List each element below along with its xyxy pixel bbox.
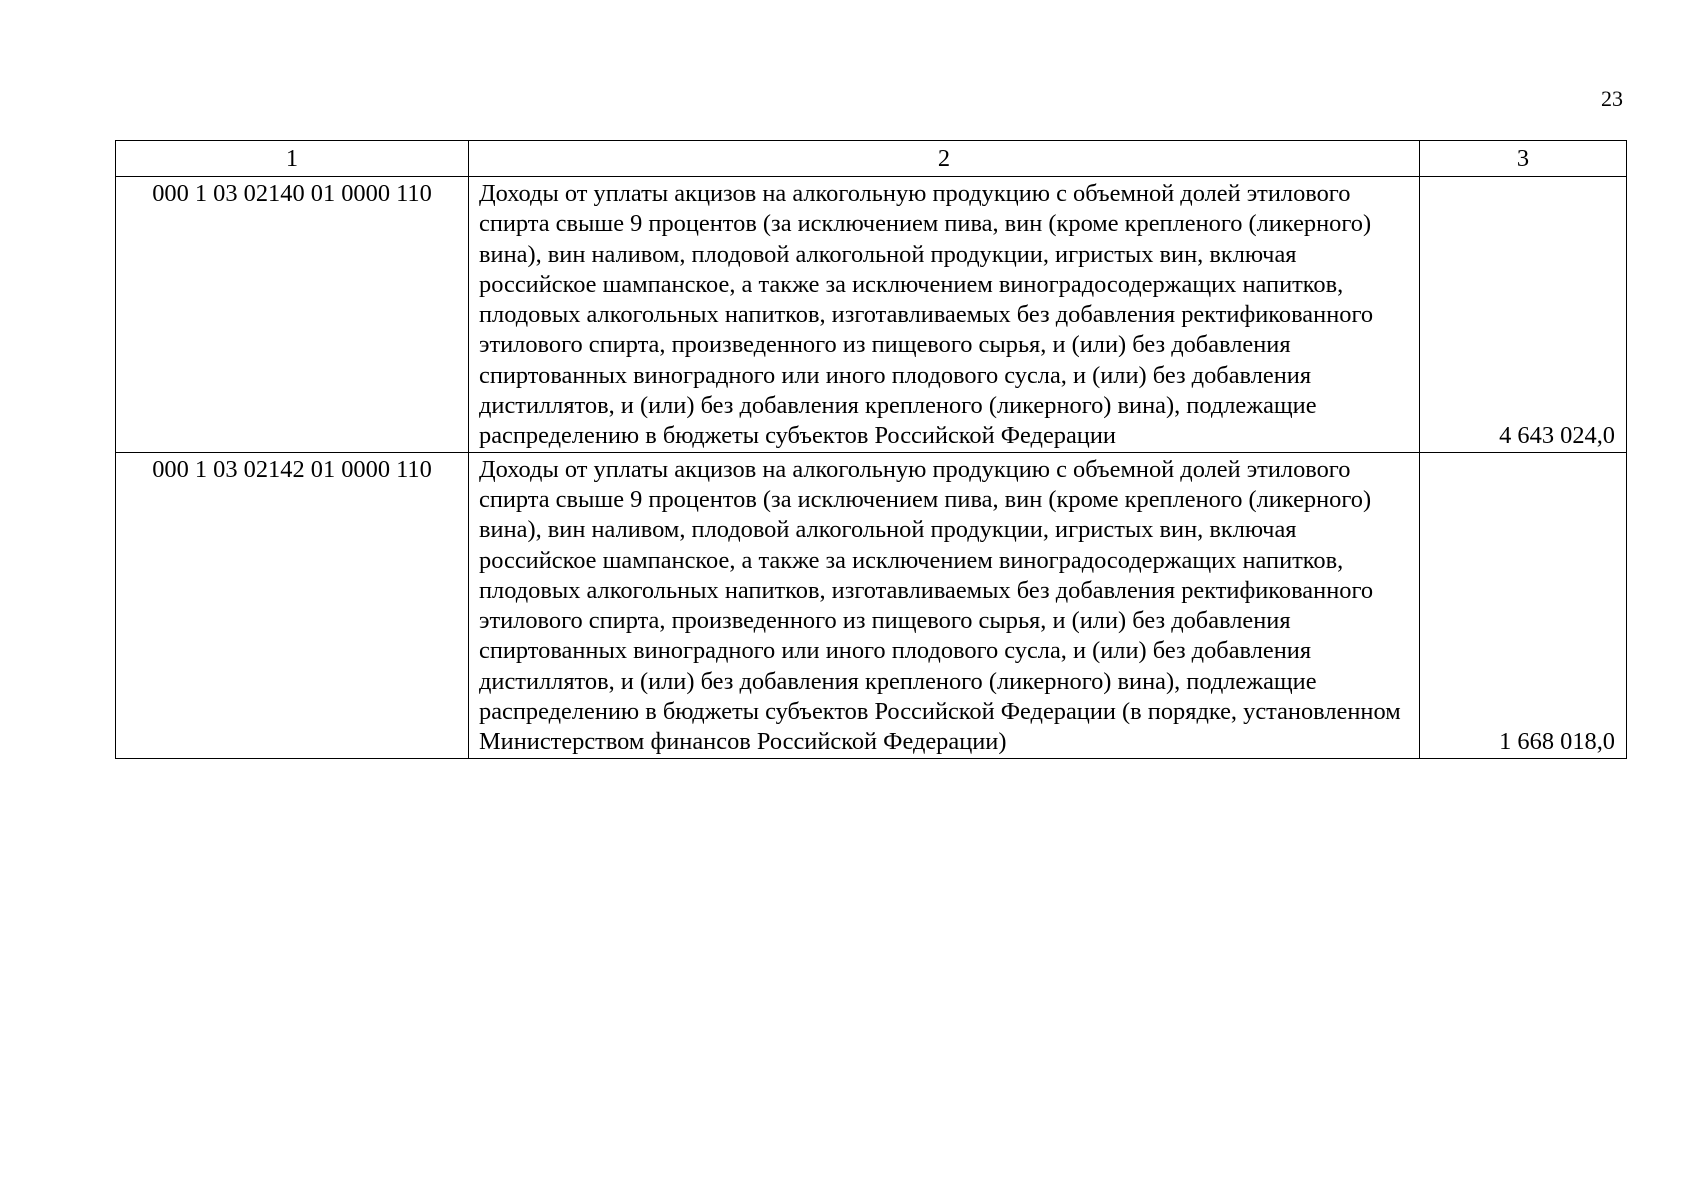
revenue-amount: 4 643 024,0: [1420, 177, 1627, 453]
table-row: [116, 452, 1627, 758]
revenue-amount: 1 668 018,0: [1420, 452, 1627, 758]
table-header-row: [116, 141, 1627, 177]
revenue-table: [115, 140, 1627, 759]
budget-classification-code: 000 1 03 02140 01 0000 110: [116, 177, 469, 453]
page-number: 23: [1601, 86, 1623, 111]
revenue-description: Доходы от уплаты акцизов на алкогольную продукцию с объемной долей этилового спирта свыше 9 процентов (за исключением пива, вин (кроме крепленого (ликерного) вина), вин наливом, плодовой алкогольной продукции, игристых вин, включая российское шампанское, а также за исключением виноградосодержащих напитков, плодовых алкогольных напитков, изготавливаемых без добавления ректификованного этилового спирта, произведенного из пищевого сырья, и (или) без добавления спиртованных виноградного или иного плодового сусла, и (или) без добавления дистиллятов, и (или) без добавления крепленого (ликерного) вина), подлежащие распределению в бюджеты субъектов Российской Федерации (в порядке, установленном Министерством финансов Российской Федерации): [469, 452, 1420, 758]
column-header-amount: 3: [1420, 141, 1627, 177]
column-header-code: 1: [116, 141, 469, 177]
column-header-description: 2: [469, 141, 1420, 177]
revenue-description: Доходы от уплаты акцизов на алкогольную продукцию с объемной долей этилового спирта свыше 9 процентов (за исключением пива, вин (кроме крепленого (ликерного) вина), вин наливом, плодовой алкогольной продукции, игристых вин, включая российское шампанское, а также за исключением виноградосодержащих напитков, плодовых алкогольных напитков, изготавливаемых без добавления ректификованного этилового спирта, произведенного из пищевого сырья, и (или) без добавления спиртованных виноградного или иного плодового сусла, и (или) без добавления дистиллятов, и (или) без добавления крепленого (ликерного) вина), подлежащие распределению в бюджеты субъектов Российской Федерации: [469, 177, 1420, 453]
budget-classification-code: 000 1 03 02142 01 0000 110: [116, 452, 469, 758]
table-row: [116, 177, 1627, 453]
